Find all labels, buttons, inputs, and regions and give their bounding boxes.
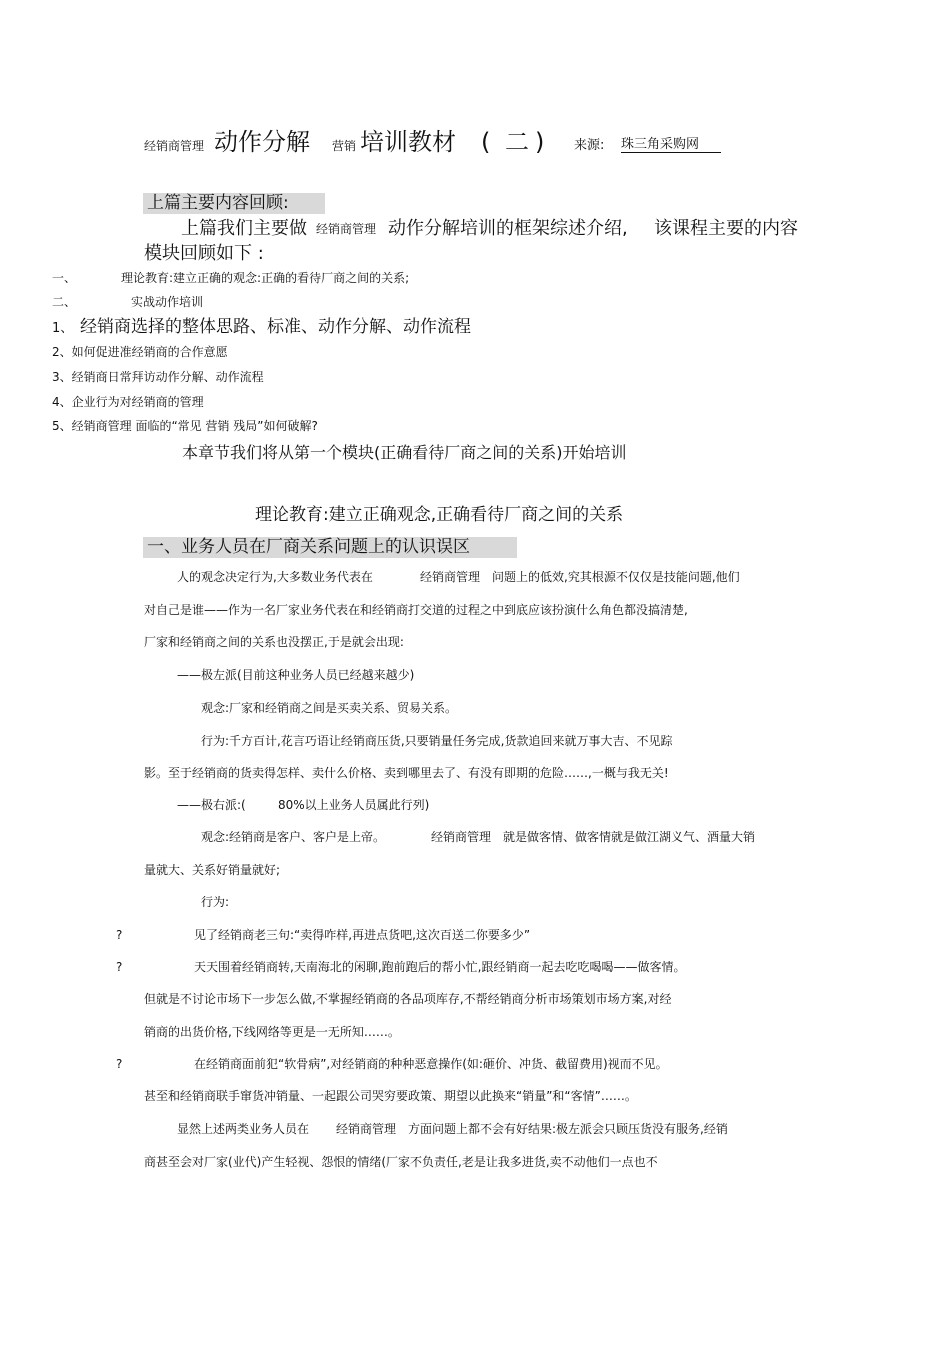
- review-line1-d: 该课程主要的内容: [654, 218, 798, 239]
- chapter-note: 本章节我们将从第一个模块(正确看待厂商之间的关系)开始培训: [182, 443, 627, 462]
- right-action-label: 行为:: [201, 895, 230, 909]
- review-line1-b: 经销商管理: [316, 222, 377, 236]
- item4: 4、企业行为对经销商的管理: [52, 395, 204, 409]
- bullet-marker: ?: [116, 960, 123, 974]
- part2-number: 二、: [52, 295, 77, 309]
- part1-number: 一、: [52, 271, 77, 285]
- right-concept-b: 经销商管理: [431, 830, 492, 844]
- review-line1-c: 动作分解培训的框架综述介绍,: [388, 218, 628, 239]
- title-part1: 动作分解: [214, 128, 310, 156]
- para2: 对自己是谁——作为一名厂家业务代表在和经销商打交道的过程之中到底应该扮演什么角色都没搞清楚,: [144, 603, 688, 617]
- title-prefix: 经销商管理: [144, 139, 205, 153]
- right-concept-2: 量就大、关系好销量就好;: [144, 863, 281, 877]
- review-line1-a: 上篇我们主要做: [181, 218, 307, 239]
- item1-text: 经销商选择的整体思路、标准、动作分解、动作流程: [80, 317, 471, 337]
- source-label: 来源:: [574, 138, 605, 153]
- bullet-marker: ?: [116, 928, 123, 942]
- right-faction-title-b: 80%以上业务人员属此行列): [278, 798, 430, 812]
- title-open-paren: (: [481, 128, 491, 156]
- conclusion-c: 方面问题上都不会有好结果:极左派会只顾压货没有服务,经销: [408, 1122, 728, 1136]
- right-concept-a: 观念:经销商是客户、客户是上帝。: [201, 830, 386, 844]
- title-part2: 培训教材: [360, 128, 456, 156]
- conclusion-2: 商甚至会对厂家(业代)产生轻视、怨恨的情绪(厂家不负责任,老是让我多进货,卖不动他们一点也不: [144, 1155, 658, 1169]
- right-concept-c: 就是做客情、做客情就是做江湖义气、酒量大销: [503, 830, 756, 844]
- title-number: 二: [505, 128, 529, 156]
- conclusion-b: 经销商管理: [336, 1122, 397, 1136]
- left-faction-title: ——极左派(目前这种业务人员已经越来越少): [177, 668, 415, 682]
- para1-c: 问题上的低效,究其根源不仅仅是技能问题,他们: [492, 570, 740, 584]
- bullet-3-cont: 甚至和经销商联手窜货冲销量、一起跟公司哭穷要政策、期望以此换来“销量”和“客情”……。: [144, 1089, 637, 1103]
- conclusion-a: 显然上述两类业务人员在: [177, 1122, 310, 1136]
- para1-a: 人的观念决定行为,大多数业务代表在: [177, 570, 373, 584]
- left-action-2: 影。至于经销商的货卖得怎样、卖什么价格、卖到哪里去了、有没有即期的危险……,一概与我无关!: [144, 766, 669, 780]
- section-subheading: 一、业务人员在厂商关系问题上的认识误区: [143, 537, 517, 558]
- bullet-2: 天天围着经销商转,天南海北的闲聊,跑前跑后的帮小忙,跟经销商一起去吃吃喝喝——做客情。: [194, 960, 686, 974]
- bullet-marker: ?: [116, 1057, 123, 1071]
- bullet-2-cont-1: 但就是不讨论市场下一步怎么做,不掌握经销商的各品项库存,不帮经销商分析市场策划市场方案,对经: [144, 992, 672, 1006]
- item3: 3、经销商日常拜访动作分解、动作流程: [52, 370, 264, 384]
- title-close-paren: ): [535, 128, 545, 156]
- para3: 厂家和经销商之间的关系也没摆正,于是就会出现:: [144, 635, 404, 649]
- part1-text: 理论教育:建立正确的观念:正确的看待厂商之间的关系;: [121, 271, 410, 285]
- part2-text: 实战动作培训: [131, 295, 204, 309]
- left-concept: 观念:厂家和经销商之间是买卖关系、贸易关系。: [201, 701, 458, 715]
- item2: 2、如何促进准经销商的合作意愿: [52, 345, 228, 359]
- review-heading: 上篇主要内容回顾:: [143, 193, 325, 214]
- theory-title: 理论教育:建立正确观念,正确看待厂商之间的关系: [255, 505, 624, 525]
- source-name: 珠三角采购网: [621, 138, 721, 153]
- bullet-3: 在经销商面前犯“软骨病”,对经销商的种种恶意操作(如:砸价、冲货、截留费用)视而不见。: [194, 1057, 668, 1071]
- title-marketing: 营销: [332, 139, 357, 153]
- left-action-1: 行为:千方百计,花言巧语让经销商压货,只要销量任务完成,货款追回来就万事大吉、不见踪: [201, 734, 673, 748]
- right-faction-title-a: ——极右派:(: [177, 798, 246, 812]
- review-line2: 模块回顾如下 :: [144, 243, 264, 264]
- item1-number: 1、: [52, 321, 74, 336]
- para1-b: 经销商管理: [420, 570, 481, 584]
- item5: 5、经销商管理 面临的“常见 营销 残局”如何破解?: [52, 419, 318, 433]
- bullet-2-cont-2: 销商的出货价格,下线网络等更是一无所知……。: [144, 1025, 400, 1039]
- bullet-1: 见了经销商老三句:“卖得咋样,再进点货吧,这次百送二你要多少”: [194, 928, 531, 942]
